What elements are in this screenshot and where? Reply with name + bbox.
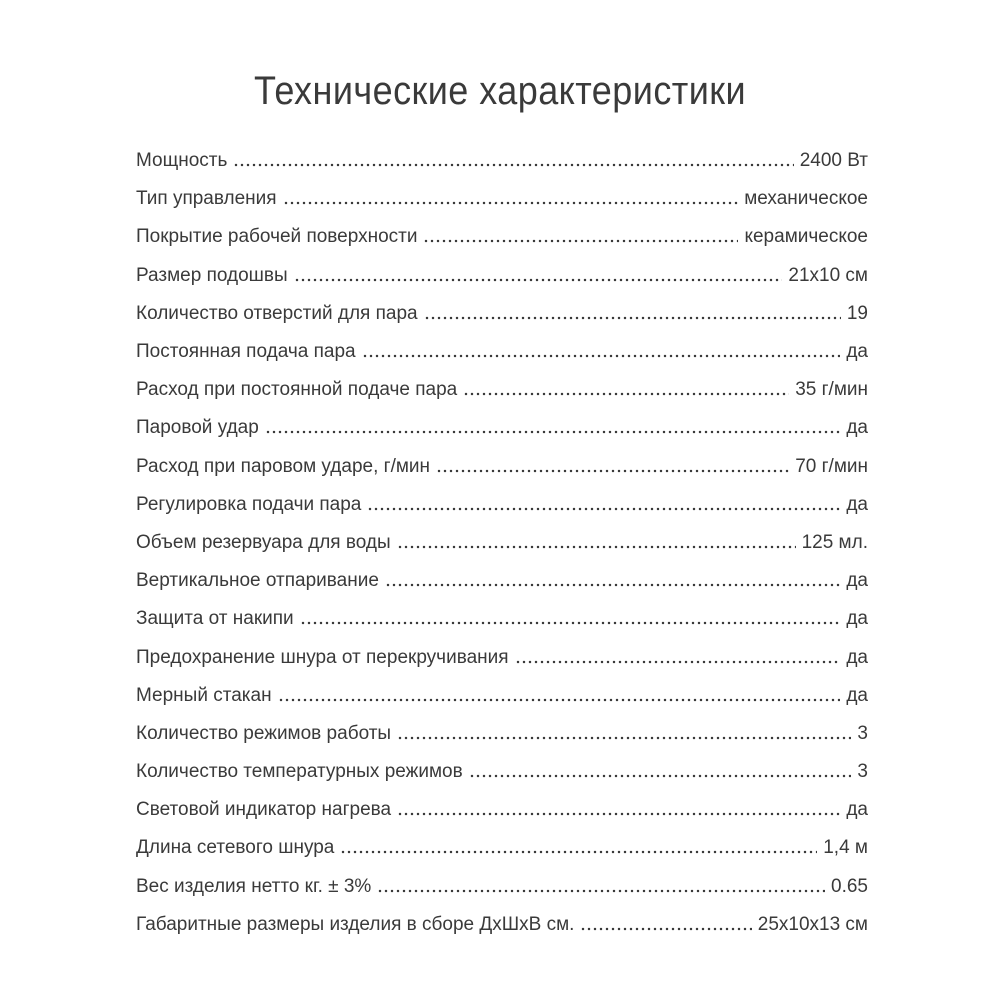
- spec-label: Постоянная подача пара: [136, 341, 356, 363]
- spec-value: 19: [846, 302, 868, 324]
- spec-value: да: [846, 608, 868, 630]
- spec-label: Габаритные размеры изделия в сборе ДхШхВ см.: [136, 913, 575, 935]
- spec-row: [136, 524, 868, 562]
- spec-value: да: [846, 417, 868, 439]
- dot-leader: [397, 736, 851, 740]
- spec-value: 0.65: [831, 875, 868, 897]
- spec-row: [136, 906, 868, 944]
- dot-leader: [515, 660, 841, 664]
- dot-leader: [423, 239, 738, 243]
- dot-leader: [397, 545, 796, 549]
- spec-row: [136, 180, 868, 218]
- spec-row: [136, 218, 868, 256]
- spec-row: [136, 257, 868, 295]
- spec-label: Покрытие рабочей поверхности: [136, 226, 418, 248]
- dot-leader: [265, 430, 841, 434]
- spec-label: Паровой удар: [136, 417, 259, 439]
- spec-label: Размер подошвы: [136, 264, 288, 286]
- spec-row: [136, 371, 868, 409]
- spec-value: 70 г/мин: [795, 455, 868, 477]
- spec-row: [136, 753, 868, 791]
- spec-row: [136, 295, 868, 333]
- dot-leader: [377, 889, 825, 893]
- spec-value: да: [846, 799, 868, 821]
- spec-list: [136, 142, 868, 944]
- page-title: Технические характеристики: [253, 68, 747, 113]
- spec-value: 2400 Вт: [799, 150, 868, 172]
- spec-label: Предохранение шнура от перекручивания: [136, 646, 509, 668]
- spec-value: да: [846, 493, 868, 515]
- spec-label: Объем резервуара для воды: [136, 531, 391, 553]
- spec-row: [136, 638, 868, 676]
- spec-row: [136, 829, 868, 867]
- dot-leader: [580, 927, 751, 931]
- spec-label: Количество режимов работы: [136, 722, 392, 744]
- spec-value: 1,4 м: [823, 837, 868, 859]
- dot-leader: [469, 774, 852, 778]
- dot-leader: [340, 850, 817, 854]
- spec-label: Мерный стакан: [136, 684, 272, 706]
- spec-label: Количество отверстий для пара: [136, 302, 418, 324]
- dot-leader: [283, 201, 739, 205]
- spec-value: 21х10 см: [788, 264, 868, 286]
- dot-leader: [397, 812, 840, 816]
- spec-row: [136, 791, 868, 829]
- spec-row: [136, 448, 868, 486]
- dot-leader: [436, 469, 789, 473]
- spec-row: [136, 600, 868, 638]
- spec-value: 3: [857, 722, 868, 744]
- spec-label: Длина сетевого шнура: [136, 837, 335, 859]
- spec-value: 25х10х13 см: [757, 913, 868, 935]
- spec-row: [136, 409, 868, 447]
- spec-row: [136, 677, 868, 715]
- spec-row: [136, 486, 868, 524]
- spec-label: Тип управления: [136, 188, 277, 210]
- spec-value: 3: [857, 761, 868, 783]
- spec-label: Мощность: [136, 150, 228, 172]
- spec-label: Количество температурных режимов: [136, 761, 463, 783]
- dot-leader: [367, 507, 840, 511]
- dot-leader: [294, 278, 783, 282]
- spec-value: да: [846, 341, 868, 363]
- spec-value: да: [846, 684, 868, 706]
- spec-label: Расход при паровом ударе, г/мин: [136, 455, 431, 477]
- spec-value: керамическое: [744, 226, 868, 248]
- dot-leader: [278, 698, 841, 702]
- spec-value: да: [846, 646, 868, 668]
- spec-label: Расход при постоянной подаче пара: [136, 379, 458, 401]
- spec-label: Регулировка подачи пара: [136, 493, 362, 515]
- spec-label: Вес изделия нетто кг. ± 3%: [136, 875, 372, 897]
- spec-value: 35 г/мин: [795, 379, 868, 401]
- spec-row: [136, 333, 868, 371]
- dot-leader: [385, 583, 840, 587]
- spec-label: Защита от накипи: [136, 608, 294, 630]
- dot-leader: [362, 354, 841, 358]
- spec-value: механическое: [744, 188, 868, 210]
- dot-leader: [233, 163, 793, 167]
- spec-label: Световой индикатор нагрева: [136, 799, 392, 821]
- spec-value: да: [846, 570, 868, 592]
- dot-leader: [300, 621, 841, 625]
- spec-row: [136, 715, 868, 753]
- spec-label: Вертикальное отпаривание: [136, 570, 379, 592]
- spec-row: [136, 142, 868, 180]
- dot-leader: [463, 392, 789, 396]
- spec-value: 125 мл.: [801, 531, 868, 553]
- spec-row: [136, 868, 868, 906]
- dot-leader: [424, 316, 841, 320]
- spec-row: [136, 562, 868, 600]
